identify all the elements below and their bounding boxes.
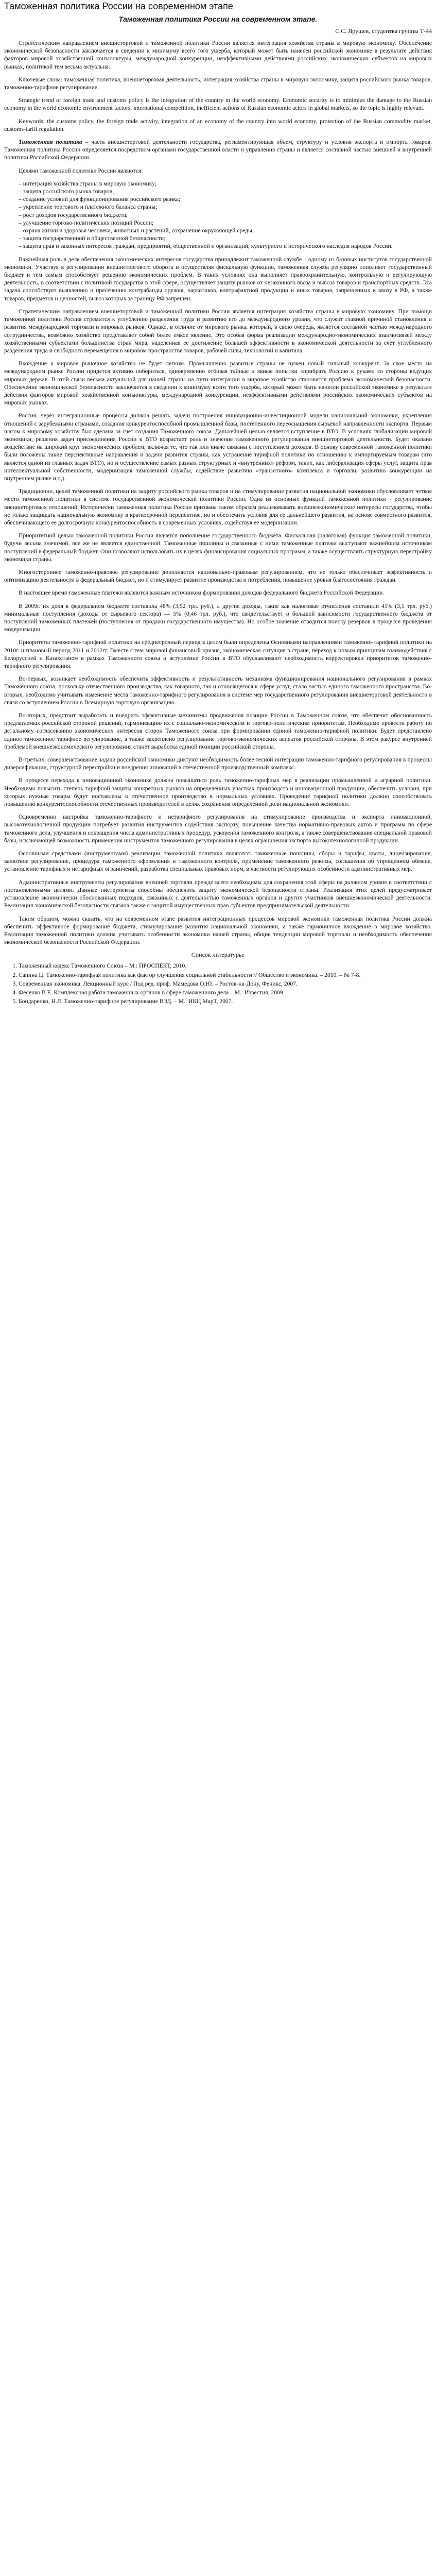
- definition-text: – часть внешнеторговой деятельности государства, регламентирующая объем, структуру и условия экспорта и импорта товаров. Таможенная политика России определяется посредством органами государственной власти и управления страны и является составной частью внешней и внутренней политики Российской Федерации.: [4, 139, 432, 161]
- goal-item: – рост доходов государственного бюджета;: [19, 211, 128, 218]
- goal-item: – защита российского рынка товаров;: [19, 188, 114, 195]
- goal-item: – охрана жизни и здоровья человека, животных и растений, сохранение окружающей среды;: [19, 227, 254, 234]
- definition-term: Таможенная политика: [19, 139, 82, 146]
- goals-list: [4, 180, 432, 250]
- body-paragraph: Во-первых, возникает необходимость обеспечить эффективность и результативность механизма функционирования национального регулирования в рамках Таможенного союза, поскольку отечественного производства, как товарного, так и относящегося к сфере услуг, стало частью единого таможенного пространства. Во-вторых, необходимо учитывать изменение места таможенно-тарифного регулирования в системе мер государственного регулирования внешнеторговой деятельности в связи со вступлением России в Всемирную торговую организацию.: [4, 675, 432, 706]
- body-paragraph: Приоритеты таможенно-тарифной политики на среднесрочный период в целом были определены Основными направлениями таможенно-тарифной политики на 2010г. и плановый период 2011 и 2012гг. Вместе с тем мировой финансовый кризис, экономическая ситуация в стране, переход к новым принципам взаимодействия с Белоруссией и Казахстаном в рамках Таможенного союза и вступление России в ВТО обуславливают необходимость корректировки приоритетов таможенно-тарифного регулирования.: [4, 639, 432, 670]
- body-paragraph: Стратегическим направлением внешнеторговой и таможенной политики России является интеграция хозяйства страны в мировую экономику. При помощи таможенной политики Россия стремится к углублению разделения труда и развитию его до международного уровня, что служит главной причиной становления и развития международной торговли и мировых рынков. Однако, в отличие от мирового рынка, который, в свою очередь, является составной частью международного сотрудничества, возможно хозяйство представляет собой более емкое явление. Это особая форма реализации международно-экономических взаимосвязей между хозяйственными субъектами большинства стран мира, наделенная ее достижение большей эффективности в экономической деятельности за счет углубленного разделения труда и свободного перемещения в мировом пространстве товаров, рабочей силы, технологий и капитала.: [4, 308, 432, 354]
- page-title: Таможенная политика России на современном этапе: [4, 1, 233, 11]
- body-paragraph: Административные инструменты регулирования внешней торговли прежде всего необходимы для сохранения этой сферы на должном уровне в соответствии с постановленными целями. Данные инструменты способны обеспечить защиту экономической безопасности страны. Реализация этих целей предусматривает установление экономически обоснованных подходов, связанных с деятельностью таможенных органов и других участников внешнеэкономической деятельности. Реализация экономической безопасности связана также с защитой имущественных прав субъектов предпринимательской деятельности.: [4, 878, 432, 909]
- reference-item: 3. Современная экономика. Лекционный курс / Под ред. проф. Мамедова О.Ю. – Ростов-на-Дону, Феникс, 2007.: [19, 980, 432, 988]
- body-text: [4, 256, 432, 946]
- body-paragraph: Одновременно настройка таможенно-тарифного и нетарифного регулирования на стимулирование производства и экспорта инновационной, высокотехнологичной продукции потребует развития инструментов содействия экспорту, повышение качества нормативно-правовых актов и программ по сфере таможенного дела, улучшения и сокращения числа административных процедур, ускорения таможенного контроля, а также совершенствования специальной правовой базы, исключающей возможность применения инструментов таможенного регулирования в целях ограничения экспорта высокотехнологичной продукции.: [4, 814, 432, 844]
- body-paragraph: Таким образом, можно сказать, что на современном этапе развития интеграционных процессов мировой экономики таможенная политика России должна обеспечить эффективное формирование бюджета, стимулирование развития национальной экономики, а также гармоничное вхождение в мировое хозяйство. Реализация таможенной политики должна учитывать особенности экономики нашей страны, общие тенденции мировой торговли и необходимость обеспечения экономической безопасности Российской Федерации.: [4, 915, 432, 946]
- reference-item: 5. Бондаренко, Н.Л. Таможенно-тарифное регулирование ВЭД. – М.: ИКЦ МарТ, 2007.: [19, 997, 432, 1005]
- body-paragraph: Во-вторых, предстоит выработать и внедрить эффективные механизмы продвижения позиции России в Таможенном союзе, что обеспечит обоснованность предлагаемых российской стороной решений, гармонизацию их с социально-экономическим и торгово-политическим приоритетам. Необходимо провести работу по детальному согласованию экономических интересов сторон Таможенного союза при формировании единой таможенно-тарифной политики. Будет представлено единое таможенное тарифное регулирование, а также закреплено регулирование торгово-экономических аспектов российской стороны. В этом ракурсе внутренней проблемой внешнеэкономического регулирования станет выработка единой позиции российской стороны.: [4, 712, 432, 750]
- reference-item: 2. Сапина Ц. Таможенно-тарифная политика как фактор улучшения социальной стабильности // Общество и экономика. – 2010. – № 7-8.: [19, 971, 432, 979]
- references-list: [4, 962, 432, 1005]
- body-paragraph: Приоритетной целью таможенной политики России является пополнение государственного бюджета. Фискальная (налоговая) функция таможенной политики, будучи весьма значимой, все же не является единственной. Таможенные пошлины и связанные с ними таможенные платежи выступают важнейшим источником поступлений в федеральный бюджет. Они позволяют использовать их в целях финансирования социальных программ, а также осуществлять структурную перестройку экономики страны.: [4, 532, 432, 563]
- body-paragraph: В 2009г. их доля в федеральном бюджете составила 48% (3,52 трл. руб.), а другие доходы, такие как налоговые отчисления составили 41% (3,1 трл. руб.) минимальные поступления (доходы от сырьевого сектора) — 5% (0,46 трл. руб.), что свидетельствует о большой зависимости государственного бюджета от поступлений таможенных платежей (поступления от продажи государственного имущества). Но особое значение отводится поиску резервов в процессе проведения модернизации.: [4, 602, 432, 633]
- goal-item: – создание условий для функционирования российского рынка;: [19, 196, 181, 203]
- body-paragraph: В процессе перехода к инновационной экономике должна повышаться роль таможенно-тарифных мер в реализации промышленной и аграрной политики. Необходимо повысить степень тарифной защиты конкретных рынков на определенных участках производств и инновационной продукции, обеспечить условия, при которых нужные товары будут поставлены в отечественное производство в нормальных условиях. Проведение тарифной политики должно способствовать повышению конкурентоспособности отечественных производителей в целях сохранения определенной доли национальной экономики.: [4, 777, 432, 808]
- article-title: Таможенная политика России на современном этапе.: [118, 15, 318, 23]
- definition-paragraph: [4, 138, 432, 162]
- goals-intro: Целями таможенной политики России являются:: [19, 167, 143, 174]
- body-paragraph: Основными средствами (инструментами) реализации таможенной политики являются: таможенные пошлины, сборы и тарифы, квоты, лицензирование, валютное регулирование, процедура таможенного оформления и таможенного контроля, применение таможенного режима, соглашения об упрощенном обмене, установление тарифных и нетарифных ограничений, разработка специальных правовых норм, в частности регулирующих особенности административных мер.: [4, 850, 432, 873]
- reference-item: 1. Таможенный кодекс Таможенного Союза – М.: ПРОСПЕКТ, 2010.: [19, 962, 432, 970]
- abstract-ru: Стратегическим направлением внешнеторговой и таможенной политики России является интеграция хозяйства страны в мировую экономику. Обеспечение экономической безопасности заключается в сведении к минимуму всего того ущерба, который может быть нанесен российской экономике в результате действия факторов мировой хозяйственной конъюнктуры, международной конкуренции, неэффективными действиями российских экономических субъектов на мировых рынках, политикой тем весьма актуальна.: [4, 40, 432, 70]
- body-paragraph: Традиционно, целей таможенной политики на защиту российского рынка товаров и на стимулирование развития национальной экономики обусловливает четкое место таможенной политики в системе государственной экономической политики России. Одна из основных функций таможенной политики - регулирование внешнеторговых отношений. Исторически таможенная политика России призвана таким образом реализовывать внешнеэкономические интересы государства, чтобы не только защищать национальную экономику в краткосрочной перспективе, но и обеспечить условия для ее дальнейшего развития, на основе совместного развития, обеспечивающего ее долгосрочную конкурентоспособность в современных условиях, содействуя ее модернизации.: [4, 488, 432, 526]
- reference-item: 4. Фесенко В.Е. Комплексная работа таможенных органов в сфере таможенного дела – М.: Известия, 2009.: [19, 989, 432, 996]
- goal-item: – улучшение торгово-политических позиций России;: [19, 219, 154, 226]
- body-paragraph: Россия, через интеграционные процессы должна решать задачи построения инновационно-инвестиционной модели национальной экономики, укрепления отношений с зарубежными странами, создания конкурентоспособной промышленной базы, постепенного переоснащения сырьевой направленности экспорта. Первым шагом к мировому хозяйству был сделана за счет создания Таможенного союза. Дальнейшей целью является вступление в ВТО. В условиях глобализации мировой экономики, решения задач присоединения России к ВТО возрастает роль и значение таможенного регулирования внешнеторговой деятельности. Будет оказано воздействие на широкий круг экономических проблем, включая те, что так или иначе связаны с поступлением доходов. В основу современной таможенной политики были положены такие перспективные направления и задачи развития страны, как устранение тарифной политики по отношению к импортируемым товарам (что является одной из главных задач ВТО), но и осуществление самых разных структурных и «внутренних» реформ, таких, как либерализация сферы услуг, защита прав интеллектуальной собственности, модернизация таможенной службы, содействие развитию «транзитного» комплекса и торговли, развитию конкуренции на внутреннем рынке и т.д.: [4, 412, 432, 482]
- goal-item: – интеграция хозяйства страны в мировую экономику;: [19, 180, 157, 187]
- goal-item: – защита государственной и общественной безопасности;: [19, 235, 166, 242]
- body-paragraph: В-третьих, совершенствование задачи российской экономики диктуют необходимость более тесной интеграции таможенно-тарифного регулирования в процессы диверсификации, структурной перестройки и внедрения инноваций в отечественной производственный комплекс.: [4, 756, 432, 771]
- goal-item: – защита прав и законных интересов граждан, предприятий, общественной и организаций, культурного и исторического наследия народов России.: [19, 243, 393, 250]
- body-paragraph: Многостороннее таможенно-правовое регулирование дополняется национально-правовым регулированием, что не только обеспечивает эффективность и оптимизацию деятельности в федеральный бюджет, но и стимулирует развитие производства и потребления, повышение уровня благосостояния граждан.: [4, 568, 432, 584]
- body-paragraph: Вхождение в мировое рыночное хозяйство не будет легким. Промышленно развитые страны не нужен новый сильный конкурент. За свое место на международном рынке России придется активно побороться, одновременно отбивая тайные и явные попытки «прибрать Россию к рукам» со стороны ведущих мировых держав. В этой связи весьма актуальной для нашей страны на пути интеграции в мировое хозяйство становится проблема экономической безопасности. Обеспечение экономической безопасности заключается в сведении к минимуму всего того ущерба, который может быть нанесен российской экономике в результате действия факторов мировой хозяйственной конъюнктуры, международной конкуренции, неэффективными действиями российских экономических субъектов на мировых рынках.: [4, 360, 432, 406]
- keywords-en: Keywords: the customs policy, the foreign trade activity, integration of an economy of the country into world economy, protection of the Russian commodity market, customs-tariff regulation.: [4, 117, 432, 132]
- goal-item: – укрепление торгового и платежного баланса страны;: [19, 204, 158, 211]
- body-paragraph: В настоящее время таможенные платежи являются важным источником формирования доходов федерального бюджета Российской Федерации.: [19, 589, 385, 597]
- abstract-en: Strategic trend of foreign trade and customs policy is the integration of the country in the world economy. Economic security is to minimize the damage to the Russian economy in the world economic environment factors, international competition, inefficient actions of Russian economic actors in global markets, so the topic is highly relevant.: [4, 97, 432, 112]
- references-title: Список литературы:: [191, 951, 245, 959]
- keywords-ru: Ключевые слова: таможенная политика, внешнеторговая деятельность, интеграция хозяйства страны в мировую экономику, защита российского рынка товаров, таможенно-тарифное регулирование.: [4, 76, 432, 91]
- body-paragraph: Важнейшая роль в деле обеспечения экономических интересов государства принадлежит таможенной службе – одному из базовых институтов государственной экономики. Участвуя в регулировании внешнеторгового оборота и осуществляя фискальную функцию, таможенная служба регулярно пополняет государственный бюджет и тем самым способствует решению экономических проблем. В таких условиях она выполняет правоохранительную, контрольную и регулирующую деятельность, в соответствии с политикой государства в этой сфере, осуществляет защиту рынков от незаконного ввоза и вывоза товаров и транспортных средств. Эта задача способствует выявлению и пресечению контрабанды оружия, наркотиков, контрафактной продукции и иных товаров, запрещенных к ввозу в РФ, а также товаров, предметов и ценностей, вывоз которых за границу РФ запрещен.: [4, 256, 432, 302]
- author-line: С.С. Ярушев, студентка группы Т-44: [335, 27, 432, 35]
